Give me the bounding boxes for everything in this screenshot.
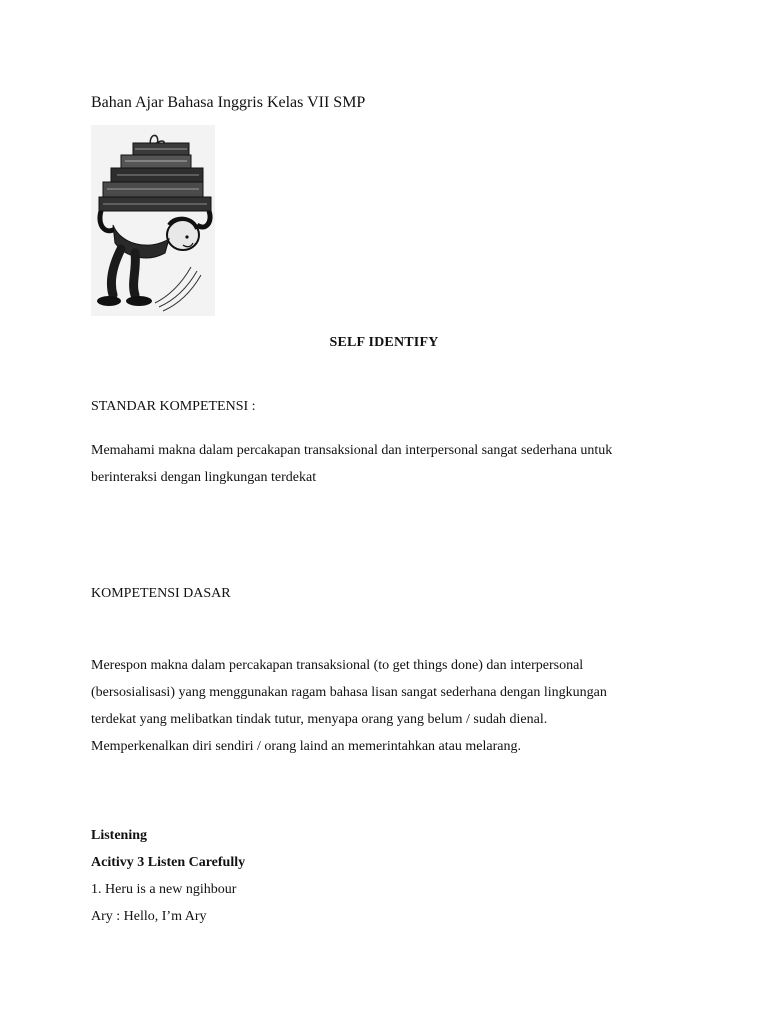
boy-carrying-books-icon — [91, 125, 215, 316]
section-heading: SELF IDENTIFY — [329, 335, 439, 350]
list-item: 1. Heru is a new ngihbour — [91, 882, 237, 897]
text-line: terdekat yang melibatkan tindak tutur, menyapa orang yang belum / sudah dienal. — [91, 712, 548, 727]
activity-heading: Acitivy 3 Listen Carefully — [91, 855, 246, 870]
text-line: berinteraksi dengan lingkungan terdekat — [91, 470, 317, 485]
text-line: Memperkenalkan diri sendiri / orang laind an memerintahkan atau melarang. — [91, 739, 521, 754]
listening-heading: Listening — [91, 828, 148, 843]
kompetensi-dasar-text — [91, 652, 671, 760]
text-line: Memahami makna dalam percakapan transaksional dan interpersonal sangat sederhana untuk — [91, 443, 613, 458]
document-title: Bahan Ajar Bahasa Inggris Kelas VII SMP — [91, 94, 366, 111]
text-line: Merespon makna dalam percakapan transaksional (to get things done) dan interpersonal — [91, 658, 584, 673]
standar-kompetensi-text — [91, 437, 671, 491]
dialogue-line: Ary : Hello, I’m Ary — [91, 909, 207, 924]
standar-kompetensi-label: STANDAR KOMPETENSI : — [91, 399, 256, 414]
text-line: (bersosialisasi) yang menggunakan ragam bahasa lisan sangat sederhana dengan lingkungan — [91, 685, 607, 700]
kompetensi-dasar-label: KOMPETENSI DASAR — [91, 586, 231, 601]
